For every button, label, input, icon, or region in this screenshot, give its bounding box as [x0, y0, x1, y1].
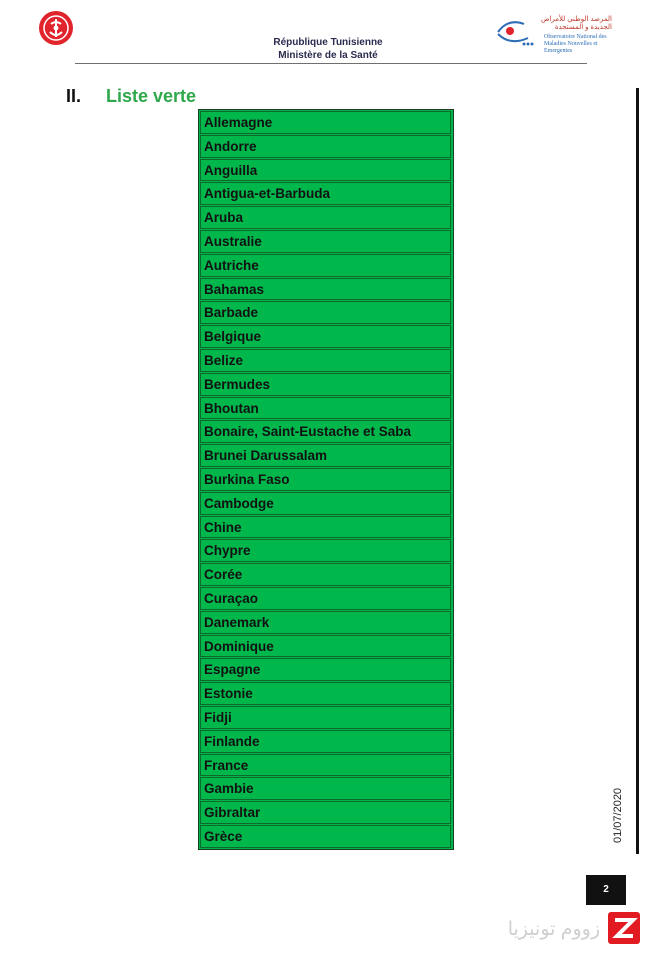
country-row: Corée	[200, 563, 451, 586]
country-row: Anguilla	[200, 159, 451, 182]
watermark	[490, 912, 646, 950]
country-row: Gambie	[200, 777, 451, 800]
country-row: Bahamas	[200, 278, 451, 301]
country-row: Barbade	[200, 301, 451, 324]
margin-rule	[636, 88, 639, 854]
country-row: Grèce	[200, 825, 451, 848]
observatory-french-name: Observatoire National des Maladies Nouvelles et Emergentes	[544, 34, 607, 54]
country-row: Aruba	[200, 206, 451, 229]
country-row: Chypre	[200, 539, 451, 562]
country-row: Curaçao	[200, 587, 451, 610]
country-row: Belgique	[200, 325, 451, 348]
country-row: Gibraltar	[200, 801, 451, 824]
country-row: Espagne	[200, 658, 451, 681]
country-list-table	[198, 109, 454, 850]
header-country: République Tunisienne	[273, 37, 383, 48]
watermark-text: زووم تونيزيا	[507, 919, 600, 940]
country-row: Fidji	[200, 706, 451, 729]
country-row: Chine	[200, 516, 451, 539]
country-row: Australie	[200, 230, 451, 253]
country-row: Estonie	[200, 682, 451, 705]
country-row: Bermudes	[200, 373, 451, 396]
country-row: Danemark	[200, 611, 451, 634]
country-row: Autriche	[200, 254, 451, 277]
country-row: Burkina Faso	[200, 468, 451, 491]
section-number: II.	[66, 86, 82, 106]
document-header	[0, 36, 656, 62]
date-stamp: 01/07/2020	[612, 787, 624, 843]
section-heading	[66, 86, 196, 107]
country-row: Cambodge	[200, 492, 451, 515]
country-row: Andorre	[200, 135, 451, 158]
country-row: Bhoutan	[200, 397, 451, 420]
country-row: Brunei Darussalam	[200, 444, 451, 467]
country-row: Antigua-et-Barbuda	[200, 182, 451, 205]
country-row: Belize	[200, 349, 451, 372]
observatory-arabic-name: المرصد الوطني للأمراض الجديدة و المستجدة	[540, 16, 612, 31]
country-row: Allemagne	[200, 111, 451, 134]
country-row: Bonaire, Saint-Eustache et Saba	[200, 420, 451, 443]
page-number: 2	[586, 875, 626, 905]
header-ministry: Ministère de la Santé	[278, 50, 378, 61]
section-title: Liste verte	[106, 86, 197, 106]
header-divider	[75, 63, 587, 64]
zoom-tunisia-logo-icon	[608, 912, 640, 944]
country-row: Dominique	[200, 635, 451, 658]
country-row: Finlande	[200, 730, 451, 753]
country-row: France	[200, 754, 451, 777]
